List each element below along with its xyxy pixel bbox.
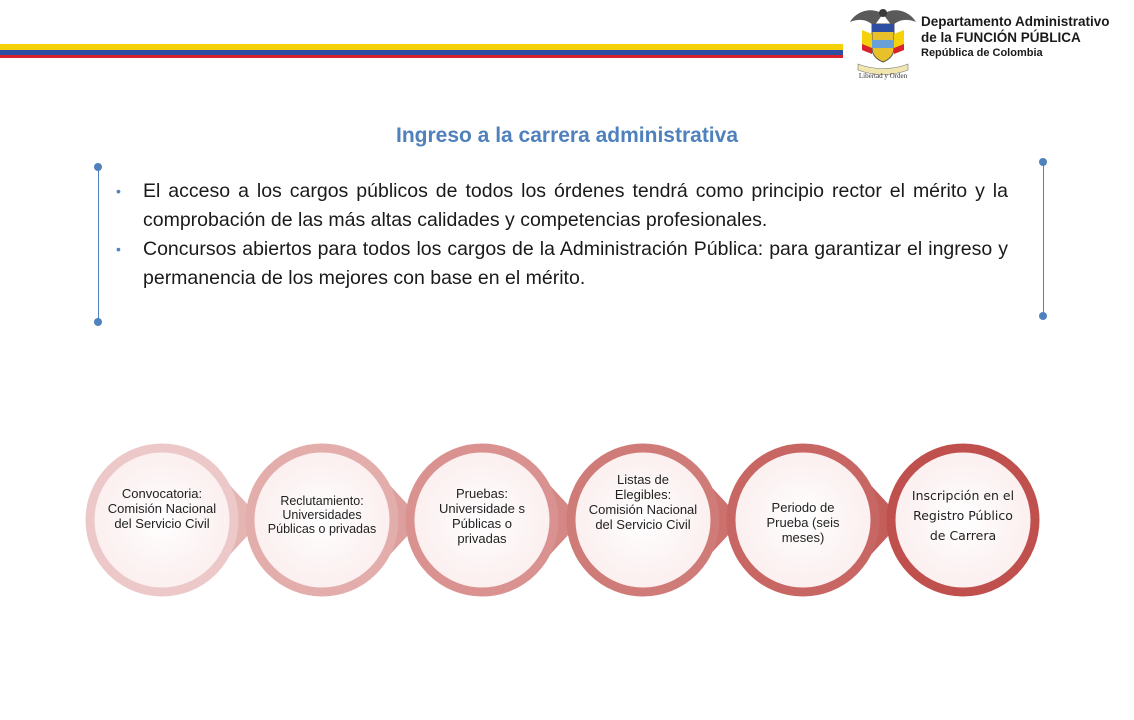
bullet-item [116, 235, 1008, 293]
flag-stripe-red [0, 55, 843, 58]
step-2-text [262, 494, 382, 536]
step-3-text [428, 486, 536, 546]
organization-name [921, 14, 1110, 61]
step-6-text [905, 486, 1021, 546]
step-2-head: Reclutamiento: [280, 494, 364, 508]
slide-title: Ingreso a la carrera administrativa [396, 124, 738, 147]
step-1-body: Comisión Nacional del Servicio Civil [107, 501, 217, 531]
right-bracket-line [1043, 162, 1044, 316]
right-bracket-bottom-dot [1039, 312, 1047, 320]
step-2-body: Universidades Públicas o privadas [267, 508, 377, 536]
step-3-body: Universidade s Públicas o privadas [439, 501, 525, 546]
coat-of-arms-logo [848, 4, 918, 80]
step-6-body: Inscripción en el Registro Público de Carrera [911, 488, 1015, 543]
org-name-line1: Departamento Administrativo [921, 14, 1110, 29]
step-5-body: Periodo de Prueba (seis meses) [766, 500, 840, 545]
step-4-head: Listas de Elegibles: [614, 472, 672, 502]
step-3-head: Pruebas: [455, 486, 509, 501]
bullet-list [116, 177, 1008, 293]
step-1-head: Convocatoria: [121, 486, 203, 501]
logo-motto: Libertad y Orden [858, 72, 908, 80]
step-5-text [750, 500, 856, 545]
process-diagram [0, 420, 1134, 640]
left-bracket-top-dot [94, 163, 102, 171]
step-4-text [588, 472, 698, 532]
bullet-dot-icon: • [116, 183, 121, 199]
step-4-body: Comisión Nacional del Servicio Civil [588, 502, 698, 532]
step-1-text [102, 486, 222, 531]
org-name-line2: de la FUNCIÓN PÚBLICA [921, 30, 1081, 45]
bullet-text: Concursos abiertos para todos los cargos de la Administración Pública: para garantizar el ingreso y permanencia de los mejores con base en el mérito. [143, 238, 1008, 289]
bullet-item [116, 177, 1008, 235]
bullet-text: El acceso a los cargos públicos de todos los órdenes tendrá como principio rector el mérito y la comprobación de las más altas calidades y competencias profesionales. [143, 180, 1008, 231]
bullet-dot-icon: • [116, 241, 121, 257]
left-bracket-line [98, 168, 99, 322]
org-country: República de Colombia [921, 47, 1043, 59]
left-bracket-bottom-dot [94, 318, 102, 326]
right-bracket-top-dot [1039, 158, 1047, 166]
